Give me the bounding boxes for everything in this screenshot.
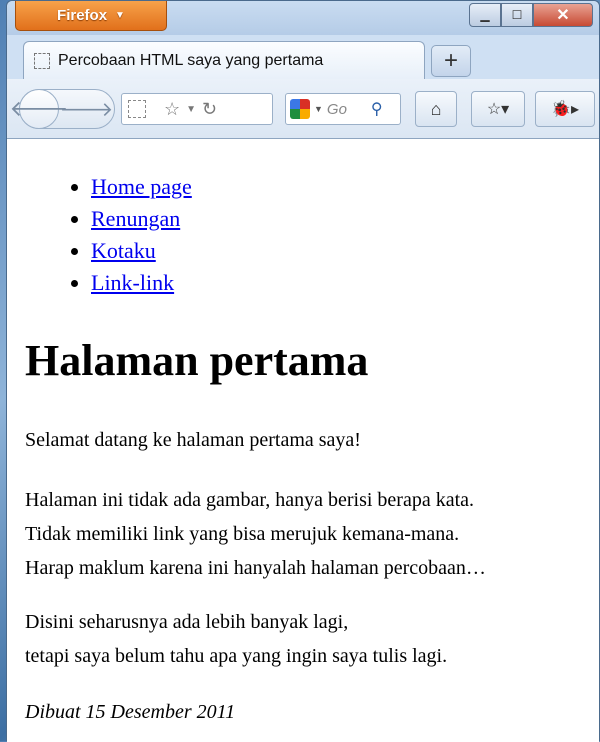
nav-link-home[interactable]: Home page	[91, 174, 192, 199]
chevron-down-icon: ▼	[115, 10, 125, 21]
paragraph-2-line-1: Halaman ini tidak ada gambar, hanya berisi berapa kata.	[25, 489, 475, 511]
url-dropdown-icon[interactable]: ▼	[186, 103, 197, 115]
search-input[interactable]	[327, 101, 367, 118]
intro-paragraph: Selamat datang ke halaman pertama saya!	[25, 429, 361, 451]
firefox-menu-label: Firefox	[57, 7, 108, 24]
navigation-toolbar	[7, 79, 599, 139]
url-input[interactable]	[152, 101, 158, 117]
bookmarks-menu-button[interactable]: ☆▾	[471, 91, 525, 127]
tab-strip	[7, 35, 599, 79]
list-item	[91, 171, 192, 203]
paragraph-3	[25, 605, 595, 673]
paragraph-2-line-2: Tidak memiliki link yang bisa merujuk kemana-mana.	[25, 523, 460, 545]
star-icon[interactable]: ☆	[164, 98, 181, 119]
window-controls	[469, 3, 593, 27]
search-engine-icon[interactable]	[290, 99, 310, 119]
search-icon[interactable]: ⚲	[370, 101, 383, 118]
list-item	[91, 267, 192, 299]
signature: Dibuat 15 Desember 2011	[25, 701, 236, 723]
paragraph-3-line-1: Disini seharusnya ada lebih banyak lagi,	[25, 611, 349, 633]
nav-link-renungan[interactable]: Renungan	[91, 206, 181, 231]
url-bar[interactable]	[121, 93, 273, 125]
list-item	[91, 203, 192, 235]
paragraph-2	[25, 483, 595, 585]
search-bar[interactable]	[285, 93, 401, 125]
paragraph-3-line-2: tetapi saya belum tahu apa yang ingin saya tulis lagi.	[25, 645, 448, 667]
home-button[interactable]: ⌂	[415, 91, 457, 127]
forward-button[interactable]: 🡒	[59, 98, 114, 121]
tab-active[interactable]	[23, 41, 425, 79]
list-item	[91, 235, 192, 267]
nav-link-kotaku[interactable]: Kotaku	[91, 238, 156, 263]
reload-icon[interactable]: ↻	[202, 98, 218, 119]
firefox-menu-button[interactable]	[15, 1, 167, 31]
back-forward-group	[9, 89, 115, 129]
title-bar	[7, 1, 599, 35]
close-button[interactable]: ✕	[533, 3, 593, 27]
page-heading: Halaman pertama	[25, 336, 369, 385]
nav-link-links[interactable]: Link-link	[91, 270, 175, 295]
maximize-button[interactable]: ☐	[501, 3, 533, 27]
new-tab-button[interactable]: +	[431, 45, 471, 77]
tab-title: Percobaan HTML saya yang pertama	[58, 51, 324, 69]
page-content	[7, 139, 599, 742]
nav-list	[91, 171, 192, 299]
page-icon	[34, 53, 50, 69]
addon-button[interactable]: 🐞▸	[535, 91, 595, 127]
back-button[interactable]: 🡐	[19, 89, 59, 129]
browser-window	[6, 0, 600, 741]
search-engine-dropdown-icon[interactable]: ▼	[314, 104, 323, 114]
paragraph-2-line-3: Harap maklum karena ini hanyalah halaman percobaan…	[25, 557, 486, 579]
site-identity-icon[interactable]	[128, 100, 146, 118]
minimize-button[interactable]: ▁	[469, 3, 501, 27]
